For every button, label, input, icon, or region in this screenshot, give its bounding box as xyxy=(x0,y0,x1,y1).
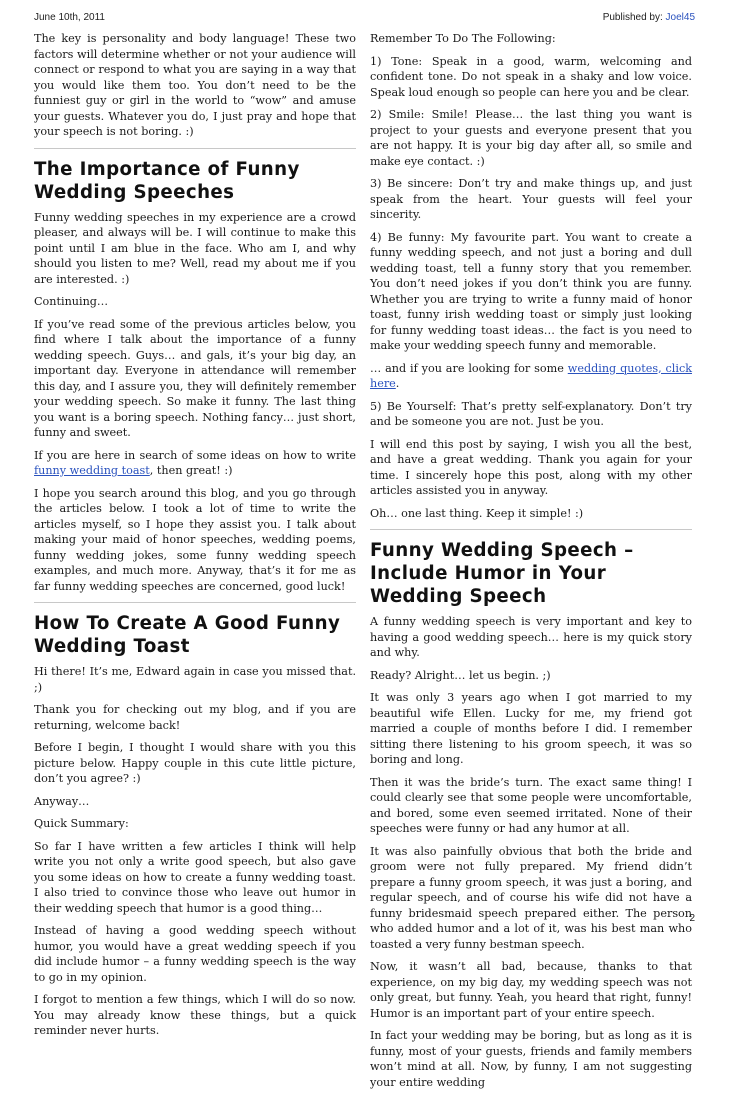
paragraph-with-link xyxy=(34,448,356,479)
paragraph: Before I begin, I thought I would share with you this picture below. Happy couple in this cute little picture, don’t you agree? :) xyxy=(34,741,356,785)
paragraph: Continuing… xyxy=(34,295,109,308)
paragraph: Then it was the bride’s turn. The exact same thing! I could clearly see that some people were uncomfortable, and bored, some even seemed irritated. None of their speeches were funny or had any humor at all. xyxy=(370,775,692,835)
wedding-quotes-link[interactable]: wedding quotes, click here xyxy=(370,361,692,390)
author-link[interactable]: Joel45 xyxy=(665,12,695,23)
funny-wedding-toast-link[interactable]: funny wedding toast xyxy=(34,464,150,477)
paragraph: Funny wedding speeches in my experience are a crowd pleaser, and always will be. I will continue to make this point until I am blue in the face. Who am I, and why should you listen to me? Well, read my about me if you are interested. :) xyxy=(34,210,356,286)
paragraph: Quick Summary: xyxy=(34,817,129,830)
list-item-tone: 1) Tone: Speak in a good, warm, welcoming and confident tone. Do not speak in a shaky and low voice. Speak loud enough so people can here you and be clear. xyxy=(370,54,692,99)
list-item-smile: 2) Smile: Smile! Please… the last thing you want is project to your guests and everyone present that you are not happy. It is your big day after all, so smile and make eye contact. :) xyxy=(370,108,692,168)
paragraph: So far I have written a few articles I think will help write you not only a write good speech, but also gave you some ideas on how to create a funny wedding toast. I also tried to convince those who leave out humor in their wedding speech that humor is a good thing… xyxy=(34,839,356,915)
left-column xyxy=(34,31,356,1046)
paragraph: Now, it wasn’t all bad, because, thanks to that experience, on my big day, my wedding speech was not only great, but funny. Yeah, you heard that right, funny! Humor is an important part of your entire speech. xyxy=(370,960,692,1020)
list-item-yourself: 5) Be Yourself: That’s pretty self-explanatory. Don’t try and be someone you are not. Just be you. xyxy=(370,399,692,428)
section-title-include-humor: Funny Wedding Speech – Include Humor in Your Wedding Speech xyxy=(370,540,634,607)
section-title-funny-toast: How To Create A Good Funny Wedding Toast xyxy=(34,613,341,657)
paragraph: Oh… one last thing. Keep it simple! :) xyxy=(370,506,584,520)
list-item-funny: 4) Be funny: My favourite part. You want to create a funny wedding speech, and not just a boring and dull wedding toast, tell a funny story that you remember. You don’t need jokes if you don’t think you are funny. Whether you are trying to write a funny maid of honor toast, funny irish wedding toast or simply just looking for funny wedding toast ideas… the fact is you need to make your wedding speech funny and memorable. xyxy=(370,230,692,352)
paragraph: If you’ve read some of the previous articles below, you find where I talk about the importance of a funny wedding speech. Guys… and gals, it’s your big day, an important day. Everyone in attendance will remember this day, and I assure you, they will definitely remember your wedding speech. So make it funny. The last thing you want is a boring speech. Nothing fancy… just short, funny and sweet. xyxy=(34,317,356,439)
paragraph: I will end this post by saying, I wish you all the best, and have a great wedding. Thank you again for your time. I sincerely hope this post, along with my other articles assisted you in anyway. xyxy=(370,437,692,497)
paragraph: Ready? Alright… let us begin. ;) xyxy=(370,668,551,682)
paragraph: A funny wedding speech is very important and key to having a good wedding speech… here is my quick story and why. xyxy=(370,615,692,659)
paragraph: I forgot to mention a few things, which I will do so now. You may already know these things, but a quick reminder never hurts. xyxy=(34,993,356,1037)
page-header xyxy=(34,12,695,28)
paragraph: Instead of having a good wedding speech without humor, you would have a great wedding speech if you did include humor – a funny wedding speech is the way to go in my opinion. xyxy=(34,924,356,984)
list-item-sincere: 3) Be sincere: Don’t try and make things up, and just speak from the heart. Your guests will feel your sincerity. xyxy=(370,177,692,221)
text-fragment: … and if you are looking for some xyxy=(370,361,568,375)
post-date: June 10th, 2011 xyxy=(34,12,105,23)
paragraph: Anyway… xyxy=(34,794,90,808)
paragraph: I hope you search around this blog, and you go through the articles below. I took a lot of time to write the articles myself, so I hope they assist you. I talk about making your maid of honor speeches, wedding poems, funny wedding jokes, some funny wedding speech examples, and much more. Anyway, that’s it for me as far funny wedding speeches are concerned, good luck! xyxy=(34,486,356,593)
text-fragment: , then great! :) xyxy=(149,464,233,477)
text-fragment: . xyxy=(395,377,400,390)
section-divider xyxy=(34,148,356,149)
paragraph: Hi there! It’s me, Edward again in case you missed that. ;) xyxy=(34,665,356,694)
paragraph: It was also painfully obvious that both the bride and groom were not fully prepared. My friend didn’t prepare a funny groom speech, it was just a boring, and regular speech, and of course his wife did not have a funny bridesmaid speech prepared either. The person who added humor and a lot of it, was his best man who toasted a very funny bestman speech. xyxy=(370,844,692,951)
paragraph-with-link xyxy=(370,361,692,392)
paragraph: It was only 3 years ago when I got married to my beautiful wife Ellen. Lucky for me, my friend got married a couple of months before I did. I remember sitting there listening to his groom speech, it was so boring and long. xyxy=(370,691,692,766)
text-fragment: If you are here in search of some ideas on how to write xyxy=(34,448,356,462)
paragraph: Remember To Do The Following: xyxy=(370,32,556,45)
published-by xyxy=(603,12,695,23)
section-title-importance: The Importance of Funny Wedding Speeches xyxy=(34,158,300,203)
page-number: 2 xyxy=(689,913,695,924)
section-divider xyxy=(34,602,356,603)
intro-paragraph: The key is personality and body language! These two factors will determine whether or not your audience will connect or respond to what you are saying in a way that you would like them too. You don’t need to be the funniest guy or girl in the world to “wow” and amuse your guests. Whatever you do, I just pray and hope that your speech is not boring. :) xyxy=(34,32,356,138)
right-column xyxy=(370,31,692,1097)
published-label: Published by: xyxy=(602,12,663,23)
paragraph: Thank you for checking out my blog, and if you are returning, welcome back! xyxy=(34,703,356,732)
section-divider xyxy=(370,529,692,530)
paragraph: In fact your wedding may be boring, but as long as it is funny, most of your guests, friends and family members won’t mind at all. Now, by funny, I am not suggesting your entire wedding xyxy=(370,1029,692,1089)
